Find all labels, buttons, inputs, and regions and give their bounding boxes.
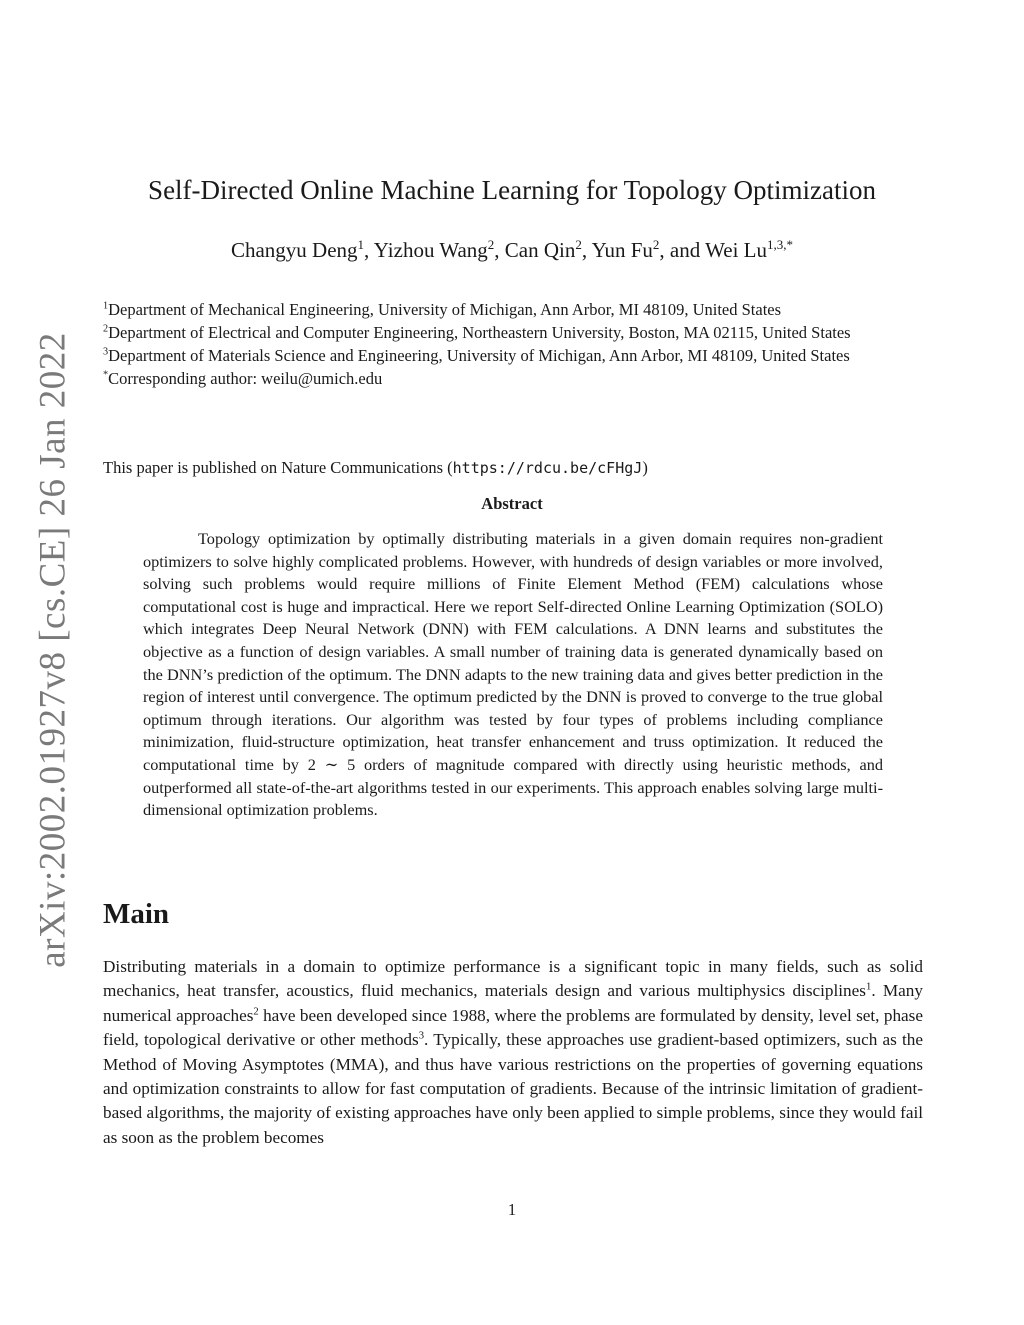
author: Yizhou Wang$^2$, [373, 237, 505, 262]
corresponding-author: *Corresponding author: weilu@umich.edu [103, 369, 383, 388]
author: Wei $Lu^{1,3,*}$ [705, 237, 794, 262]
author-list [103, 238, 921, 263]
page-number: 1 [507, 1200, 517, 1219]
body-paragraph: Distributing materials in a domain to optimize performance is a significant topic in many fields, such as solid mechanics, heat transfer, acoustics, fluid mechanics, materials design and various multiphysics disciplines$^1$. Many numerical approaches$^2$ have been developed since 1988, where the problems are formulated by density, level set, phase field, topological derivative or other methods$^3$. Typically, these approaches use gradient-based optimizers, such as the Method of Moving Asymptotes (MMA), and thus have various restrictions on the properties of governing equations and optimization constraints to allow for fast computation of gradients. Because of the intrinsic limitation of gradient-based algorithms, the majority of existing approaches have only been applied to simple problems, since they would fail as soon as the problem becomes [103, 957, 923, 1147]
abstract-text: Topology optimization by optimally distributing materials in a given domain requires non-gradient optimizers to solve highly complicated problems. However, with hundreds of design variables or more involved, solving such problems would require millions of Finite Element Method (FEM) calculations whose computational cost is huge and impractical. Here we report Self-directed Online Learning Optimization (SOLO) which integrates Deep Neural Network (DNN) with FEM calculations. A DNN learns and substitutes the objective as a function of design variables. A small number of training data is generated dynamically based on the DNN’s prediction of the optimum. The DNN adapts to the new training data and gives better prediction in the region of interest until convergence. The optimum predicted by the DNN is proved to converge to the true global optimum through iterations. Our algorithm was tested by four types of problems including compliance minimization, fluid-structure optimization, heat transfer enhancement and truss optimization. It reduced the computational time by 2 ∼ 5 orders of magnitude compared with directly using heuristic methods, and outperformed all state-of-the-art algorithms tested in our experiments. This approach enables solving large multi-dimensional optimization problems. [143, 529, 883, 820]
citation-ref[interactable]: 3 [418, 1030, 425, 1042]
abstract-heading: Abstract [481, 494, 543, 513]
citation-ref[interactable]: 2 [253, 1006, 259, 1018]
author-affiliation-mark: 1 [357, 237, 365, 252]
paper-title: Self-Directed Online Machine Learning for Topology Optimization [148, 175, 876, 205]
affiliation: $^1$Department of Mechanical Engineering, University of Michigan, Ann Arbor, MI 48109, United States [103, 300, 782, 319]
affiliation: $^2$Department of Electrical and Computer Engineering, Northeastern University, Boston, MA 02115, United States [103, 323, 851, 342]
arxiv-identifier-stamp[interactable]: arXiv:2002.01927v8 [cs.CE] 26 Jan 2022 [32, 332, 74, 968]
author: Yun Fu$^2$, and [591, 237, 706, 262]
author-affiliation-mark: 2 [487, 237, 495, 252]
author-affiliation-mark: 2 [575, 237, 582, 252]
publication-note: This paper is published on Nature Communications (https://rdcu.be/cFHgJ) [103, 458, 648, 477]
publication-link[interactable]: https://rdcu.be/cFHgJ [452, 459, 643, 477]
author: Changyu Deng$^1$, [230, 237, 374, 262]
citation-ref[interactable]: 1 [865, 981, 872, 993]
author: Can Qin$^2$, [504, 237, 592, 262]
affiliation: $^3$Department of Materials Science and Engineering, University of Michigan, Ann Arbor, MI 48109, United States [103, 346, 850, 365]
author-affiliation-mark: 1,3,* [767, 237, 794, 252]
affiliation-list [103, 298, 925, 390]
section-heading-main: Main [103, 898, 170, 930]
author-affiliation-mark: 2 [652, 237, 660, 252]
